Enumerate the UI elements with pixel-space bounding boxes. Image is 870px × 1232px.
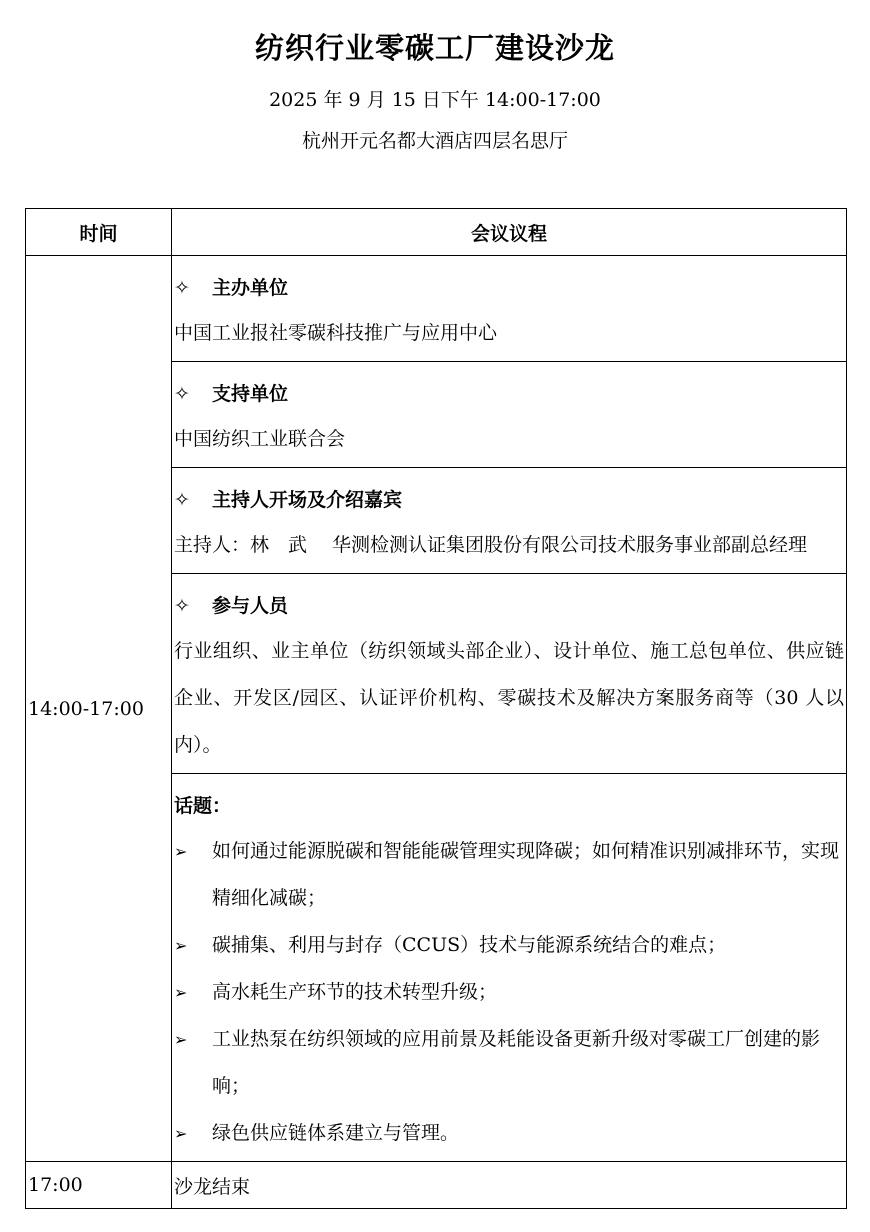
agenda-table <box>25 208 847 1209</box>
list-item <box>174 1110 844 1157</box>
topic-text: 高水耗生产环节的技术转型升级； <box>212 981 498 1003</box>
section-heading: 参与人员 <box>212 595 289 617</box>
session-time: 14:00-17:00 <box>26 256 172 1162</box>
list-item <box>174 969 844 1016</box>
event-datetime: 2025 年 9 月 15 日下午 14:00-17:00 <box>269 89 601 111</box>
section-organizer <box>172 256 847 362</box>
diamond-star-icon: ✧ <box>174 489 190 511</box>
section-participants <box>172 574 847 774</box>
arrow-bullet-icon: ➢ <box>174 842 188 861</box>
end-time: 17:00 <box>26 1162 172 1209</box>
list-item <box>174 828 844 922</box>
arrow-bullet-icon: ➢ <box>174 936 188 955</box>
section-body: 行业组织、业主单位（纺织领域头部企业）、设计单位、施工总包单位、供应链企业、开发区/园区、认证评价机构、零碳技术及解决方案服务商等（30 人以内）。 <box>174 640 844 756</box>
page-title: 纺织行业零碳工厂建设沙龙 <box>254 31 615 65</box>
end-label: 沙龙结束 <box>172 1162 847 1209</box>
topic-text: 碳捕集、利用与封存（CCUS）技术与能源系统结合的难点； <box>212 934 727 956</box>
list-item <box>174 1016 844 1110</box>
section-supporter <box>172 362 847 468</box>
arrow-bullet-icon: ➢ <box>174 1124 188 1143</box>
topic-text: 绿色供应链体系建立与管理。 <box>212 1122 460 1144</box>
diamond-star-icon: ✧ <box>174 595 190 617</box>
section-body: 中国工业报社零碳科技推广与应用中心 <box>174 322 498 344</box>
table-header-row <box>26 209 847 256</box>
list-item <box>174 922 844 969</box>
section-heading: 支持单位 <box>212 383 289 405</box>
arrow-bullet-icon: ➢ <box>174 983 188 1002</box>
topic-text: 工业热泵在纺织领域的应用前景及耗能设备更新升级对零碳工厂创建的影响； <box>212 1028 821 1097</box>
header-agenda: 会议议程 <box>172 209 847 256</box>
section-heading: 主办单位 <box>212 277 289 299</box>
arrow-bullet-icon: ➢ <box>174 1030 188 1049</box>
section-heading: 主持人开场及介绍嘉宾 <box>212 489 403 511</box>
diamond-star-icon: ✧ <box>174 277 190 299</box>
header-time: 时间 <box>26 209 172 256</box>
table-row <box>26 256 847 362</box>
event-venue: 杭州开元名都大酒店四层名思厅 <box>301 130 568 152</box>
section-topics <box>172 774 847 1162</box>
topic-text: 如何通过能源脱碳和智能能碳管理实现降碳；如何精准识别减排环节，实现精细化减碳； <box>212 840 840 909</box>
section-body: 主持人：林 武 华测检测认证集团股份有限公司技术服务事业部副总经理 <box>174 534 808 556</box>
table-row <box>26 1162 847 1209</box>
section-host <box>172 468 847 574</box>
diamond-star-icon: ✧ <box>174 383 190 405</box>
section-body: 中国纺织工业联合会 <box>174 428 346 450</box>
topics-heading: 话题： <box>174 795 232 817</box>
